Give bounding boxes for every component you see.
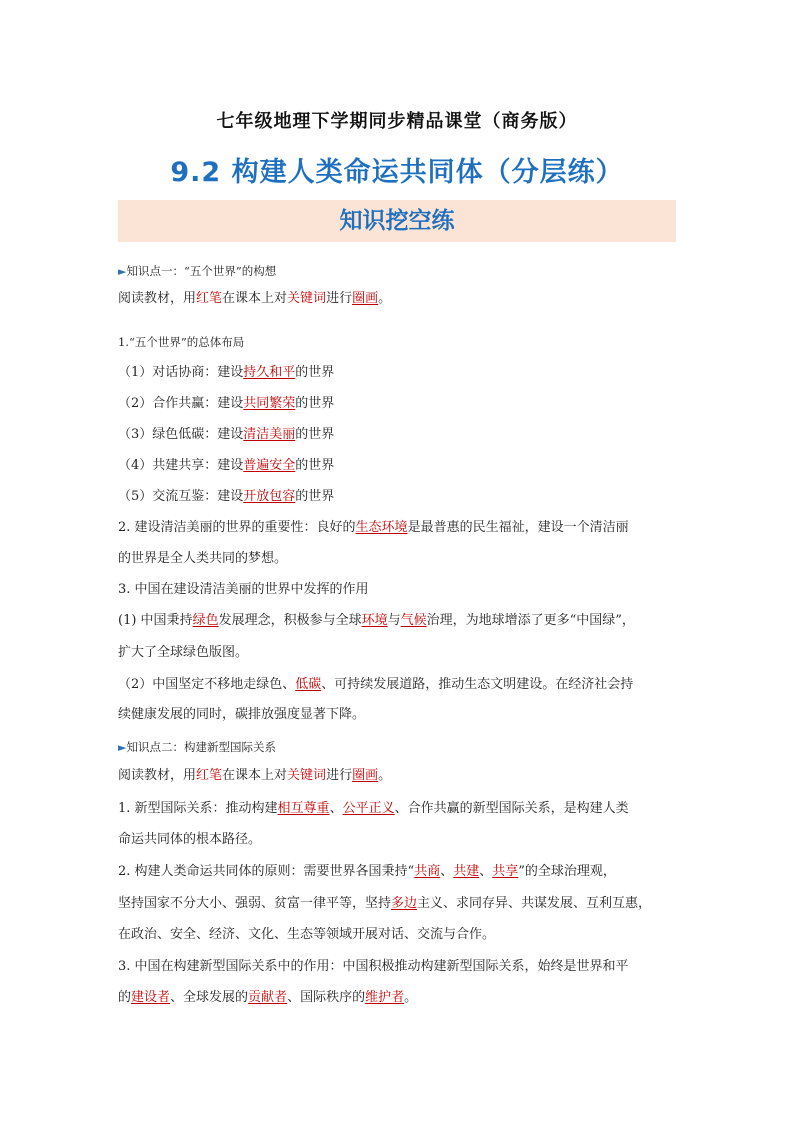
text-segment: 的世界 [295, 458, 335, 473]
text-segment: 、合作共赢的新型国际关系，是构建人类 [394, 801, 629, 816]
text-line [118, 395, 334, 413]
text-segment: 的世界是全人类共同的梦想。 [118, 551, 288, 566]
text-segment: （2）中国坚定不移地走绿色、 [118, 677, 296, 692]
answer-blank: 开放包容 [243, 489, 296, 504]
answer-blank: 贡献者 [248, 990, 288, 1005]
text-segment: 1.“五个世界”的总体布局 [118, 335, 245, 349]
text-line [118, 644, 248, 662]
text-line [118, 581, 369, 599]
text-segment: 。 [378, 768, 392, 783]
answer-blank: 气候 [400, 613, 427, 628]
text-segment: 。 [378, 291, 392, 306]
text-segment: （1）对话协商：建设 [118, 365, 244, 380]
text-segment: 3. 中国在构建新型国际关系中的作用：中国积极推动构建新型国际关系，始终是世界和平 [118, 959, 629, 974]
answer-blank: 生态环境 [355, 520, 408, 535]
answer-blank: 建设者 [131, 990, 171, 1005]
text-segment: 、 [329, 801, 343, 816]
text-segment: 坚持国家不分大小、强弱、贫富一律平等，坚持 [118, 896, 392, 911]
answer-blank: 共建 [453, 864, 480, 879]
text-line [118, 706, 365, 724]
text-segment: 、全球发展的 [170, 990, 249, 1005]
answer-blank: 绿色 [192, 613, 219, 628]
answer-blank: 持久和平 [243, 365, 296, 380]
text-segment: 。 [404, 990, 418, 1005]
text-line [118, 800, 629, 818]
text-line [118, 958, 629, 976]
answer-blank: 环境 [361, 613, 388, 628]
text-line [118, 364, 334, 382]
right-triangle-icon: ► [118, 741, 127, 754]
text-segment: 知识点二：构建新型国际关系 [126, 740, 276, 754]
text-segment: （5）交流互鉴：建设 [118, 489, 244, 504]
text-segment: 阅读教材，用 [118, 291, 197, 306]
lesson-title: 9.2 构建人类命运共同体（分层练） [170, 157, 624, 188]
text-line [118, 290, 391, 308]
text-line [118, 519, 629, 537]
text-segment: 2. 构建人类命运共同体的原则：需要世界各国秉持“ [118, 864, 415, 879]
text-segment: 进行 [326, 291, 353, 306]
text-line [118, 550, 287, 568]
text-segment: 、 [479, 864, 493, 879]
text-line [118, 488, 334, 506]
text-segment: 扩大了全球绿色版图。 [118, 645, 249, 660]
text-segment: 知识点一：“五个世界”的构想 [126, 264, 277, 278]
answer-blank: 圈画 [352, 768, 379, 783]
section-banner: 知识挖空练 [118, 200, 676, 242]
red-keyword: 红笔 [196, 768, 223, 783]
text-segment: 续健康发展的同时，碳排放强度显著下降。 [118, 707, 366, 722]
text-segment: 发展理念，积极参与全球 [218, 613, 362, 628]
answer-blank: 共商 [414, 864, 441, 879]
knowledge-point-heading [118, 262, 276, 281]
answer-blank: 共享 [492, 864, 519, 879]
text-line [118, 426, 334, 444]
text-line [118, 989, 417, 1007]
text-segment: 与 [387, 613, 401, 628]
text-segment: （3）绿色低碳：建设 [118, 427, 244, 442]
text-line [118, 612, 635, 630]
text-line [118, 926, 495, 944]
text-segment: 在政治、安全、经济、文化、生态等领域开展对话、交流与合作。 [118, 927, 496, 942]
knowledge-point-heading [118, 738, 276, 757]
text-line [118, 457, 334, 475]
answer-blank: 清洁美丽 [243, 427, 296, 442]
text-segment: （4）共建共享：建设 [118, 458, 244, 473]
answer-blank: 共同繁荣 [243, 396, 296, 411]
text-segment: 的世界 [295, 427, 335, 442]
red-keyword: 红笔 [196, 291, 223, 306]
text-segment: (1) 中国秉持 [118, 613, 193, 628]
text-line [118, 863, 616, 881]
red-keyword: 关键词 [287, 768, 327, 783]
text-segment: 在课本上对 [222, 291, 288, 306]
text-segment: 阅读教材，用 [118, 768, 197, 783]
text-segment: 的世界 [295, 396, 335, 411]
text-segment: 的世界 [295, 365, 335, 380]
text-segment: （2）合作共赢：建设 [118, 396, 244, 411]
text-segment: 的 [118, 990, 132, 1005]
answer-blank: 相互尊重 [277, 801, 330, 816]
red-keyword: 关键词 [287, 291, 327, 306]
answer-blank: 多边 [391, 896, 418, 911]
text-segment: 1. 新型国际关系：推动构建 [118, 801, 278, 816]
text-line [118, 676, 633, 694]
text-segment: 是最普惠的民生福祉，建设一个清洁丽 [407, 520, 629, 535]
text-segment: 、国际秩序的 [287, 990, 366, 1005]
text-line [118, 333, 244, 351]
answer-blank: 普遍安全 [243, 458, 296, 473]
text-line [118, 831, 261, 849]
text-segment: 在课本上对 [222, 768, 288, 783]
text-segment: 2. 建设清洁美丽的世界的重要性：良好的 [118, 520, 356, 535]
answer-blank: 公平正义 [342, 801, 395, 816]
answer-blank: 维护者 [365, 990, 405, 1005]
answer-blank: 低碳 [295, 677, 322, 692]
right-triangle-icon: ► [118, 265, 127, 278]
text-segment: 治理，为地球增添了更多“中国绿”， [426, 613, 635, 628]
text-segment: 的世界 [295, 489, 335, 504]
series-title: 七年级地理下学期同步精品课堂（商务版） [216, 111, 578, 132]
text-segment: 3. 中国在建设清洁美丽的世界中发挥的作用 [118, 582, 369, 597]
text-line [118, 895, 651, 913]
text-line [118, 767, 391, 785]
text-segment: 主义、求同存异、共谋发展、互利互惠， [417, 896, 652, 911]
text-segment: 、可持续发展道路，推动生态文明建设。在经济社会持 [321, 677, 634, 692]
text-segment: 命运共同体的根本路径。 [118, 832, 262, 847]
text-segment: ”的全球治理观， [518, 864, 616, 879]
text-segment: 进行 [326, 768, 353, 783]
answer-blank: 圈画 [352, 291, 379, 306]
text-segment: 、 [440, 864, 454, 879]
